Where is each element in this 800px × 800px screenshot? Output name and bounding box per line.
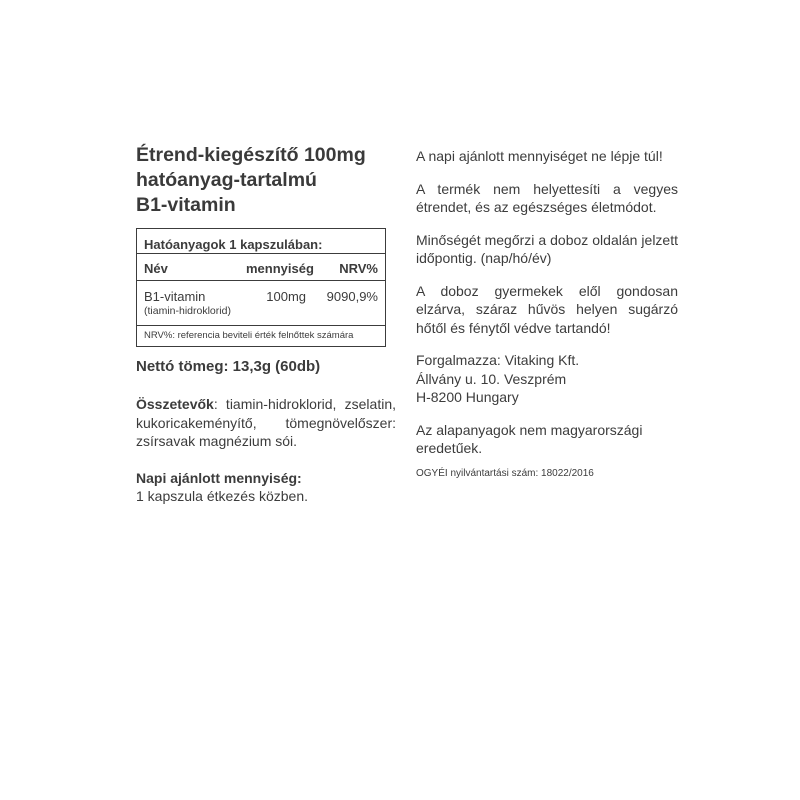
active-ingredients-box	[136, 228, 386, 347]
box-column-headers	[137, 254, 385, 281]
title-line-1: Étrend-kiegészítő 100mg	[136, 144, 366, 166]
ingredients-text: : tiamin-hidroklorid, zselatin, kukoricakeményítő, tömegnövelőszer: zsírsavak magnézium sói.	[136, 396, 396, 449]
column-header-nrv: NRV%	[339, 261, 378, 276]
daily-dose-section	[136, 469, 396, 506]
daily-dose-label: Napi ajánlott mennyiség:	[136, 469, 302, 486]
table-row	[137, 281, 385, 304]
registration-number: OGYÉI nyilvántartási szám: 18022/2016	[416, 467, 594, 479]
distributor-block	[416, 351, 678, 407]
distributor-country: H-8200 Hungary	[416, 389, 519, 405]
left-column	[136, 143, 396, 506]
diet-replacement-note: A termék nem helyettesíti a vegyes étrendet, és az egészséges életmódot.	[416, 180, 678, 215]
daily-dose-text: 1 kapszula étkezés közben.	[136, 488, 308, 504]
right-column	[416, 147, 678, 479]
column-header-name: Név	[144, 261, 168, 276]
distributor-address: Állvány u. 10. Veszprém	[416, 370, 567, 387]
ingredients-paragraph	[136, 395, 396, 451]
title-line-2: hatóanyag-tartalmú	[136, 169, 317, 191]
ingredient-name: B1-vitamin	[144, 289, 206, 304]
best-before-note: Minőségét megőrzi a doboz oldalán jelzett időpontig. (nap/hó/év)	[416, 231, 678, 266]
box-heading: Hatóanyagok 1 kapszulában:	[137, 229, 385, 254]
ingredient-amount: 100mg	[266, 289, 306, 304]
column-header-amount: mennyiség	[246, 261, 314, 276]
nrv-footnote: NRV%: referencia beviteli érték felnőttek számára	[144, 330, 354, 341]
product-title	[136, 143, 396, 218]
ingredient-nrv: 9090,9%	[326, 289, 378, 304]
net-weight: Nettó tömeg: 13,3g (60db)	[136, 358, 321, 375]
dose-warning: A napi ajánlott mennyiséget ne lépje túl!	[416, 148, 663, 164]
title-line-3: B1-vitamin	[136, 194, 236, 216]
storage-note: A doboz gyermekek elől gondosan elzárva, száraz hűvös helyen sugárzó hőtől és fénytől védve tartandó!	[416, 282, 678, 336]
ingredients-label: Összetevők	[136, 396, 214, 412]
origin-note: Az alapanyagok nem magyarországi eredetűek.	[416, 421, 643, 456]
ingredient-subname: (tiamin-hidroklorid)	[137, 304, 385, 326]
distributor-name: Forgalmazza: Vitaking Kft.	[416, 352, 580, 368]
